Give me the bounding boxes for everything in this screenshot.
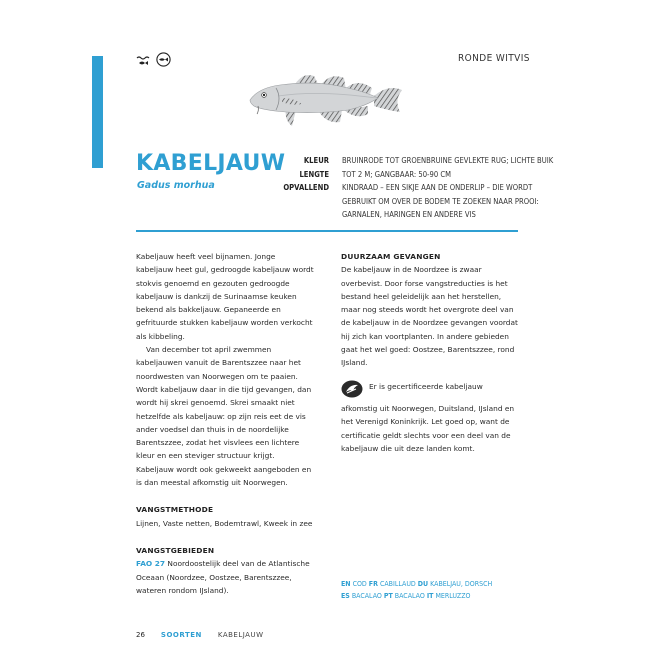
- fish-circle-icon: [156, 52, 171, 71]
- wave-fish-icon: [136, 52, 150, 71]
- page-footer: [136, 631, 264, 639]
- property-row: [281, 181, 533, 195]
- properties-table: [281, 154, 554, 222]
- translations: [341, 578, 492, 602]
- translations-line: ES BACALAO PT BACALAO IT MERLUZZO: [341, 592, 471, 600]
- method-text: Lijnen, Vaste netten, Bodemtrawl, Kweek in zee: [136, 518, 313, 528]
- property-row: [281, 168, 519, 182]
- property-key: LENGTE: [299, 169, 329, 179]
- skrei-paragraph: Van december tot april zwemmen kabeljauwen vanuit de Barentszzee naar het noordwesten van Noorwegen om te paaien. Wordt kabeljauw daar in die tijd gevangen, dan wordt hij skrei genoemd. Skrei smaakt niet hetzelfde als kabeljauw: op zijn reis eet de vis ander voedsel dan thuis in de noordelijke Barentszzee, zodat het visvlees een lichtere kleur en een steviger structuur krijgt. Kabeljauw wordt ook gekweekt aangeboden en is dan meestal afkomstig uit Noorwegen.: [136, 345, 312, 488]
- areas-heading: VANGSTGEBIEDEN: [136, 545, 215, 555]
- property-key: OPVALLEND: [283, 183, 329, 192]
- property-value: GARNALEN, HARINGEN EN ANDERE VIS: [342, 210, 476, 219]
- property-key: [281, 208, 329, 222]
- property-value: KINDRAAD – EEN SIKJE AAN DE ONDERLIP – DIE WORDT: [342, 183, 533, 192]
- property-key: [281, 195, 329, 209]
- species-latin-name: Gadus morhua: [137, 180, 215, 191]
- property-value: TOT 2 M; GANGBAAR: 50-90 CM: [342, 169, 452, 179]
- sustainability-heading: DUURZAAM GEVANGEN: [341, 252, 441, 261]
- page-number: 26: [136, 631, 145, 639]
- sustainability-paragraph: De kabeljauw in de Noordzee is zwaar overbevist. Door forse vangstreducties is het bestand heel geleidelijk aan het herstellen, maar nog steeds wordt het overgrote deel van de kabeljauw in de Noordzee gevangen voordat hij zich kan voortplanten. In andere gebieden gaat het wel goed: Oostzee, Barentszzee, rond IJsland.: [341, 265, 518, 368]
- left-column: [136, 250, 314, 597]
- section-tab-marker: [92, 56, 103, 168]
- lang-code: FR: [368, 580, 378, 588]
- intro-paragraph: Kabeljauw heeft veel bijnamen. Jonge kabeljauw heet gul, gedroogde kabeljauw wordt stokvis genoemd en gezouten gedroogde kabeljauw is dankzij de Surinaamse keuken bekend als bakkeljauw. Gepaneerde en gefrituurde stukken kabeljauw worden verkocht als kibbeling.: [136, 252, 314, 341]
- translations-line: EN COD FR CABILLAUD DU KABELJAU, DORSCH: [341, 580, 493, 588]
- property-key: KLEUR: [303, 156, 329, 165]
- property-value: BRUINRODE TOT GROENBRUINE GEVLEKTE RUG; LICHTE BUIK: [342, 156, 554, 165]
- lang-code: DU: [417, 580, 429, 588]
- property-row: [281, 154, 554, 168]
- property-value: GEBRUIKT OM OVER DE BODEM TE ZOEKEN NAAR PROOI:: [342, 196, 539, 206]
- fao-code: FAO 27: [136, 559, 166, 569]
- areas-text: FAO 27 Noordoostelijk deel van de Atlantische Oceaan (Noordzee, Oostzee, Barentszzee, wateren rondom IJsland).: [136, 559, 310, 595]
- category-label: RONDE WITVIS: [458, 53, 530, 64]
- right-column: [341, 250, 519, 455]
- section-divider: [136, 230, 518, 232]
- msc-logo-icon: [341, 380, 363, 402]
- property-row: [281, 195, 539, 209]
- method-heading: VANGSTMETHODE: [136, 505, 214, 515]
- cod-illustration: [248, 66, 408, 136]
- footer-species: KABELJAUW: [217, 631, 264, 639]
- species-title: KABELJAUW: [136, 151, 286, 176]
- category-icons: [136, 52, 171, 71]
- lang-code: PT: [383, 592, 393, 600]
- property-row: [281, 208, 519, 222]
- lang-code: IT: [426, 592, 434, 600]
- footer-section: SOORTEN: [160, 631, 202, 639]
- lang-code: EN: [341, 580, 351, 588]
- lang-code: ES: [341, 592, 350, 600]
- certification-paragraph: Er is gecertificeerde kabeljauw afkomstig uit Noorwegen, Duitsland, IJsland en het Verenigd Koninkrijk. Let goed op, want de certificatie geldt slechts voor een deel van de kabeljauw die uit deze landen komt.: [341, 381, 515, 453]
